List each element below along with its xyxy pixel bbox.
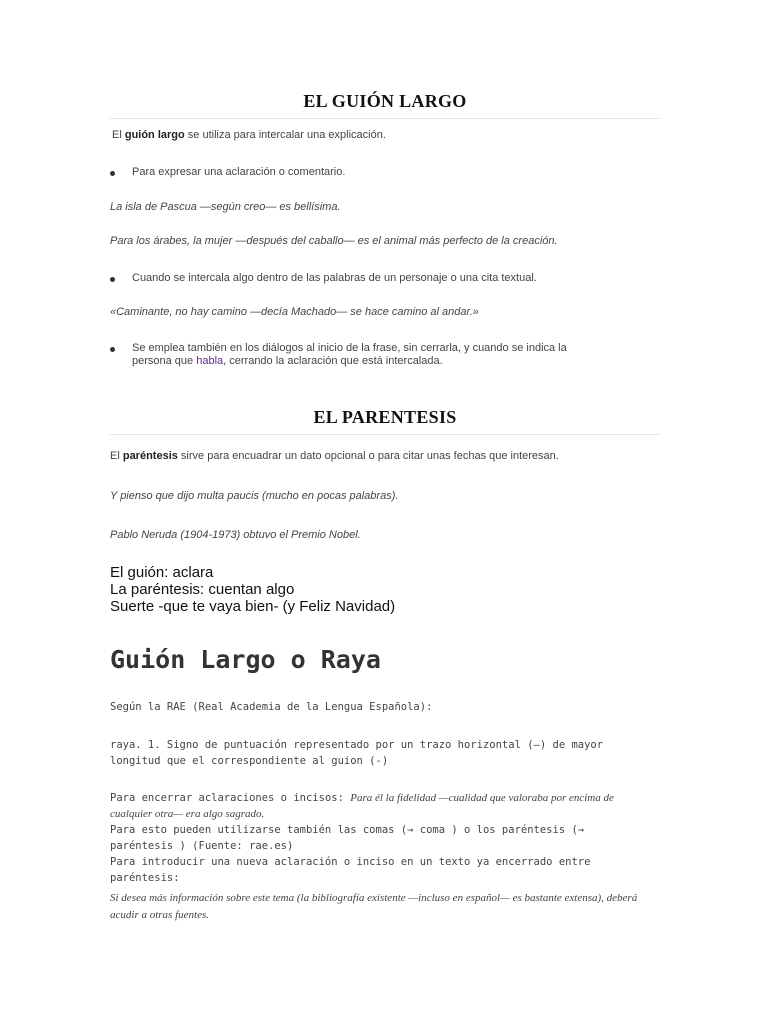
example-text: Pablo Neruda (1904-1973) obtuvo el Premio Nobel. [110,529,361,541]
guion-intro [112,128,672,142]
parentesis-intro [110,449,670,463]
intro-bold-term: guión largo [124,129,185,141]
intro-text: se utiliza para intercalar una explicación. [184,129,386,141]
list-item-text-part: , cerrando la aclaración que está intercalada. [223,355,443,367]
summary-line: El guión: aclara [110,564,214,581]
bullet-icon [110,347,115,352]
summary-line: La paréntesis: cuentan algo [110,581,295,598]
incisos-block [110,790,640,822]
summary-line: Suerte -que te vaya bien- (y Feliz Navidad) [110,598,396,615]
summary-block [110,564,395,615]
example-text: Y pienso que dijo multa paucis (mucho en pocas palabras). [110,490,399,502]
divider [110,118,660,119]
section-title-guion-largo: EL GUIÓN LARGO [303,91,467,111]
divider [110,434,660,435]
incisos-label: Para encerrar aclaraciones o incisos: [110,792,351,804]
comas-text: Para esto pueden utilizarse también las comas (→ coma ) o los paréntesis (→ paréntesis ) (Fuente: rae.es) [110,824,585,852]
habla-link[interactable]: habla [196,355,224,367]
final-example: Si desea más información sobre este tema (la bibliografía existente —incluso en español— es bastante extensa), deberá acudir a otras fuentes. [110,892,638,921]
list-item [110,342,670,368]
bullet-icon [110,171,115,176]
intro-bold-term: paréntesis [122,450,178,462]
example-text: «Caminante, no hay camino —decía Machado— se hace camino al andar.» [110,306,479,318]
rae-source-text: Según la RAE (Real Academia de la Lengua Española): [110,701,433,713]
example-text: La isla de Pascua —según creo— es bellísima. [110,201,341,213]
list-item-text: Cuando se intercala algo dentro de las palabras de un personaje o una cita textual. [132,272,537,284]
nueva-aclaracion-text: Para introducir una nueva aclaración o inciso en un texto ya encerrado entre paréntesis: [110,856,591,884]
bullet-icon [110,277,115,282]
list-item-text-part: Se emplea también en los diálogos al inicio de la frase, sin cerrarla, y cuando se indica la persona que [132,342,567,367]
list-item-text: Para expresar una aclaración o comentario. [132,166,346,178]
section-title-parentesis: EL PARENTESIS [313,407,457,427]
raya-definition: raya. 1. Signo de puntuación representado por un trazo horizontal (—) de mayor longitud que el correspondiente al guion (-) [110,739,604,767]
incisos-example: Para él la fidelidad —cualidad que valoraba por encima de cualquier otra— era algo sagrado. [110,792,614,820]
example-text: Para los árabes, la mujer —después del caballo— es el animal más perfecto de la creación. [110,235,558,247]
list-item [110,166,670,179]
intro-text: El [110,450,123,462]
intro-text: sirve para encuadrar un dato opcional o para citar unas fechas que interesan. [177,450,559,462]
section-title-raya: Guión Largo o Raya [110,645,381,674]
list-item [110,272,670,285]
list-item-text [132,342,602,368]
intro-text: El [112,129,125,141]
